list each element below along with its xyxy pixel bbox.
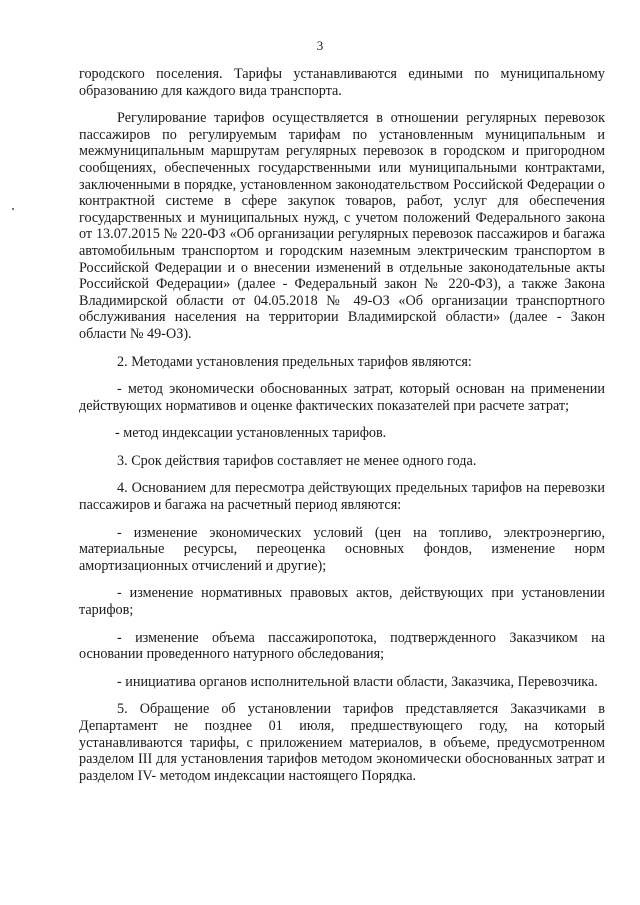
paragraph-item-3: 3. Срок действия тарифов составляет не менее одного года. (117, 452, 477, 469)
paragraph-item-4: 4. Основанием для пересмотра действующих предельных тарифов на перевозки пассажиров и багажа на расчетный период являются: (79, 480, 605, 514)
paragraph-regulation: Регулирование тарифов осуществляется в отношении регулярных перевозок пассажиров по регулируемым тарифам по установленным муниципальным и межмуниципальным маршрутам регулярных перевозок в городском и пригородном сообщениях, обеспеченных государственными или муниципальными контрактами, заключенными в порядке, установленном законодательством Российской Федерации о контрактной системе в сфере закупок товаров, работ, услуг для обеспечения государственных и муниципальных нужд, с учетом положений Федерального закона от 13.07.2015 № 220-ФЗ «Об организации регулярных перевозок пассажиров и багажа автомобильным транспортом и городским наземным электрическим транспортом в Российской Федерации и о внесении изменений в отдельные законодательные акты Российской Федерации» (далее - Федеральный закон № 220-ФЗ), а также Закона Владимирской области от 04.05.2018 № 49-ОЗ «Об организации транспортного обслуживания населения на территории Владимирской области» (далее - Закон области № 49-ОЗ). (79, 110, 605, 342)
paragraph-item-5: 5. Обращение об установлении тарифов представляется Заказчиками в Департамент не позднее 01 июля, предшествующего году, на который устанавливаются тарифы, с приложением материалов, в объеме, предусмотренном разделом III для установления тарифов методом экономически обоснованных затрат и разделом IV- методом индексации настоящего Порядка. (79, 701, 605, 784)
paragraph-item-2: 2. Методами установления предельных тарифов являются: (117, 353, 472, 370)
page-number: 3 (316, 38, 324, 53)
list-item-indexation-method: - метод индексации установленных тарифов. (115, 425, 387, 442)
list-item-passenger-flow: - изменение объема пассажиропотока, подтвержденного Заказчиком на основании проведенного натурного обследования; (79, 629, 605, 663)
list-item-legal-acts: - изменение нормативных правовых актов, действующих при установлении тарифов; (79, 585, 605, 619)
document-body (79, 66, 605, 784)
list-item-cost-method: - метод экономически обоснованных затрат, который основан на применении действующих нормативов и оценке фактических показателей при расчете затрат; (79, 381, 605, 414)
paragraph-continuation: городского поселения. Тарифы устанавливаются едиными по муниципальному образованию для каждого вида транспорта. (79, 66, 605, 99)
list-item-economic-conditions: - изменение экономических условий (цен на топливо, электроэнергию, материальные ресурсы, переоценка основных фондов, изменение норм амортизационных отчислений и другие); (79, 524, 605, 574)
list-item-initiative: - инициатива органов исполнительной власти области, Заказчика, Перевозчика. (117, 673, 598, 690)
scan-artifact-dot (12, 208, 14, 210)
